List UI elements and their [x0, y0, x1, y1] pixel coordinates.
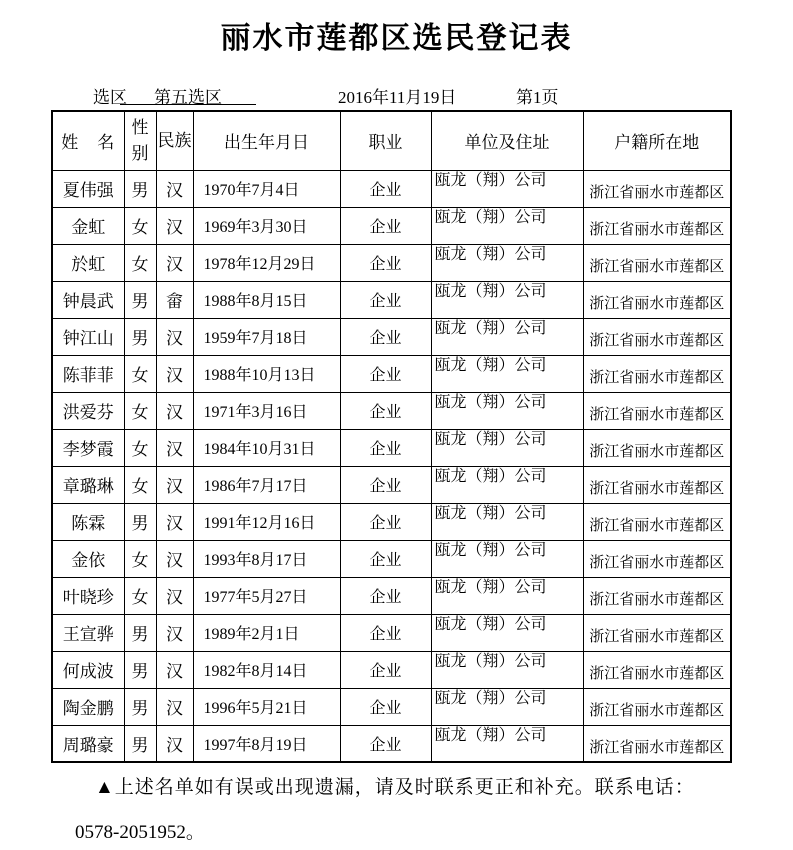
- cell-dob: 1989年2月1日: [193, 614, 340, 651]
- table-row: [52, 429, 731, 466]
- cell-name: 於虹: [52, 244, 124, 281]
- table-row: [52, 577, 731, 614]
- cell-gender: 男: [124, 503, 156, 540]
- cell-dob: 1984年10月31日: [193, 429, 340, 466]
- cell-dob: 1969年3月30日: [193, 207, 340, 244]
- cell-unit: 瓯龙（翔）公司: [431, 503, 583, 540]
- cell-unit: 瓯龙（翔）公司: [431, 244, 583, 281]
- cell-dob: 1993年8月17日: [193, 540, 340, 577]
- cell-ethnicity: 畲: [156, 281, 193, 318]
- footer-notice: ▲上述名单如有误或出现遗漏，请及时联系更正和补充。联系电话：: [95, 777, 695, 798]
- table-row: [52, 392, 731, 429]
- cell-ethnicity: 汉: [156, 503, 193, 540]
- table-row: [52, 466, 731, 503]
- cell-residence: 浙江省丽水市莲都区: [583, 170, 731, 207]
- cell-ethnicity: 汉: [156, 540, 193, 577]
- col-header-occupation: 职业: [340, 111, 431, 170]
- cell-dob: 1997年8月19日: [193, 725, 340, 762]
- cell-gender: 女: [124, 429, 156, 466]
- cell-name: 周璐豪: [52, 725, 124, 762]
- cell-gender: 女: [124, 466, 156, 503]
- cell-name: 叶晓珍: [52, 577, 124, 614]
- cell-ethnicity: 汉: [156, 392, 193, 429]
- col-header-gender: 性别: [124, 111, 156, 170]
- table-row: [52, 281, 731, 318]
- cell-occupation: 企业: [340, 466, 431, 503]
- cell-residence: 浙江省丽水市莲都区: [583, 577, 731, 614]
- cell-gender: 女: [124, 392, 156, 429]
- table-row: [52, 651, 731, 688]
- cell-occupation: 企业: [340, 429, 431, 466]
- precinct-label: 选区: [93, 88, 127, 107]
- cell-residence: 浙江省丽水市莲都区: [583, 207, 731, 244]
- cell-residence: 浙江省丽水市莲都区: [583, 688, 731, 725]
- cell-name: 金依: [52, 540, 124, 577]
- cell-unit: 瓯龙（翔）公司: [431, 392, 583, 429]
- cell-occupation: 企业: [340, 503, 431, 540]
- info-line: [0, 83, 793, 106]
- cell-ethnicity: 汉: [156, 577, 193, 614]
- precinct-value: 第五选区: [120, 83, 256, 105]
- cell-gender: 男: [124, 281, 156, 318]
- table-row: [52, 688, 731, 725]
- cell-ethnicity: 汉: [156, 244, 193, 281]
- cell-name: 钟晨武: [52, 281, 124, 318]
- cell-gender: 男: [124, 688, 156, 725]
- col-header-dob: 出生年月日: [193, 111, 340, 170]
- cell-occupation: 企业: [340, 614, 431, 651]
- cell-name: 洪爱芬: [52, 392, 124, 429]
- cell-unit: 瓯龙（翔）公司: [431, 429, 583, 466]
- table-row: [52, 540, 731, 577]
- cell-unit: 瓯龙（翔）公司: [431, 466, 583, 503]
- table-row: [52, 725, 731, 762]
- cell-occupation: 企业: [340, 688, 431, 725]
- cell-name: 陈霖: [52, 503, 124, 540]
- cell-residence: 浙江省丽水市莲都区: [583, 355, 731, 392]
- cell-occupation: 企业: [340, 540, 431, 577]
- cell-name: 何成波: [52, 651, 124, 688]
- cell-name: 夏伟强: [52, 170, 124, 207]
- cell-unit: 瓯龙（翔）公司: [431, 725, 583, 762]
- table-row: [52, 503, 731, 540]
- table-header: [52, 111, 731, 170]
- voter-table: [51, 110, 732, 763]
- cell-occupation: 企业: [340, 651, 431, 688]
- cell-residence: 浙江省丽水市莲都区: [583, 429, 731, 466]
- cell-residence: 浙江省丽水市莲都区: [583, 392, 731, 429]
- footer-phone: 0578-2051952。: [75, 822, 205, 843]
- page-title: 丽水市莲都区选民登记表: [220, 22, 573, 55]
- page-number: 第1页: [516, 88, 559, 107]
- table-row: [52, 355, 731, 392]
- cell-residence: 浙江省丽水市莲都区: [583, 651, 731, 688]
- cell-gender: 男: [124, 614, 156, 651]
- cell-occupation: 企业: [340, 577, 431, 614]
- col-header-ethnicity: 民族: [156, 111, 193, 170]
- cell-residence: 浙江省丽水市莲都区: [583, 466, 731, 503]
- cell-unit: 瓯龙（翔）公司: [431, 207, 583, 244]
- cell-gender: 女: [124, 577, 156, 614]
- cell-unit: 瓯龙（翔）公司: [431, 170, 583, 207]
- cell-dob: 1991年12月16日: [193, 503, 340, 540]
- cell-name: 章璐琳: [52, 466, 124, 503]
- cell-occupation: 企业: [340, 318, 431, 355]
- cell-unit: 瓯龙（翔）公司: [431, 577, 583, 614]
- cell-name: 金虹: [52, 207, 124, 244]
- cell-name: 李梦霞: [52, 429, 124, 466]
- cell-gender: 男: [124, 651, 156, 688]
- cell-name: 陈菲菲: [52, 355, 124, 392]
- cell-residence: 浙江省丽水市莲都区: [583, 503, 731, 540]
- cell-occupation: 企业: [340, 207, 431, 244]
- col-header-unit: 单位及住址: [431, 111, 583, 170]
- cell-ethnicity: 汉: [156, 170, 193, 207]
- cell-occupation: 企业: [340, 244, 431, 281]
- cell-unit: 瓯龙（翔）公司: [431, 355, 583, 392]
- header-row: [52, 111, 731, 170]
- cell-gender: 男: [124, 725, 156, 762]
- cell-residence: 浙江省丽水市莲都区: [583, 614, 731, 651]
- table-row: [52, 207, 731, 244]
- cell-residence: 浙江省丽水市莲都区: [583, 281, 731, 318]
- cell-ethnicity: 汉: [156, 355, 193, 392]
- cell-ethnicity: 汉: [156, 429, 193, 466]
- cell-unit: 瓯龙（翔）公司: [431, 281, 583, 318]
- cell-name: 陶金鹏: [52, 688, 124, 725]
- cell-occupation: 企业: [340, 355, 431, 392]
- cell-dob: 1988年10月13日: [193, 355, 340, 392]
- cell-gender: 女: [124, 355, 156, 392]
- cell-unit: 瓯龙（翔）公司: [431, 614, 583, 651]
- cell-gender: 男: [124, 170, 156, 207]
- cell-dob: 1959年7月18日: [193, 318, 340, 355]
- cell-dob: 1971年3月16日: [193, 392, 340, 429]
- cell-unit: 瓯龙（翔）公司: [431, 651, 583, 688]
- cell-name: 王宣骅: [52, 614, 124, 651]
- cell-gender: 女: [124, 244, 156, 281]
- cell-residence: 浙江省丽水市莲都区: [583, 725, 731, 762]
- cell-dob: 1986年7月17日: [193, 466, 340, 503]
- cell-dob: 1988年8月15日: [193, 281, 340, 318]
- table-body: [52, 170, 731, 762]
- table-row: [52, 244, 731, 281]
- cell-ethnicity: 汉: [156, 688, 193, 725]
- date-text: 2016年11月19日: [338, 88, 457, 107]
- cell-residence: 浙江省丽水市莲都区: [583, 244, 731, 281]
- cell-occupation: 企业: [340, 392, 431, 429]
- cell-occupation: 企业: [340, 281, 431, 318]
- cell-gender: 男: [124, 318, 156, 355]
- cell-name: 钟江山: [52, 318, 124, 355]
- cell-residence: 浙江省丽水市莲都区: [583, 318, 731, 355]
- table-row: [52, 318, 731, 355]
- col-header-residence: 户籍所在地: [583, 111, 731, 170]
- cell-ethnicity: 汉: [156, 725, 193, 762]
- cell-gender: 女: [124, 207, 156, 244]
- cell-dob: 1996年5月21日: [193, 688, 340, 725]
- table-row: [52, 170, 731, 207]
- cell-ethnicity: 汉: [156, 466, 193, 503]
- cell-occupation: 企业: [340, 725, 431, 762]
- cell-ethnicity: 汉: [156, 207, 193, 244]
- cell-ethnicity: 汉: [156, 651, 193, 688]
- cell-dob: 1982年8月14日: [193, 651, 340, 688]
- cell-dob: 1970年7月4日: [193, 170, 340, 207]
- cell-occupation: 企业: [340, 170, 431, 207]
- cell-unit: 瓯龙（翔）公司: [431, 540, 583, 577]
- cell-dob: 1978年12月29日: [193, 244, 340, 281]
- cell-unit: 瓯龙（翔）公司: [431, 688, 583, 725]
- cell-gender: 女: [124, 540, 156, 577]
- col-header-name: 姓 名: [52, 111, 124, 170]
- cell-ethnicity: 汉: [156, 614, 193, 651]
- cell-dob: 1977年5月27日: [193, 577, 340, 614]
- table-row: [52, 614, 731, 651]
- cell-residence: 浙江省丽水市莲都区: [583, 540, 731, 577]
- cell-unit: 瓯龙（翔）公司: [431, 318, 583, 355]
- cell-ethnicity: 汉: [156, 318, 193, 355]
